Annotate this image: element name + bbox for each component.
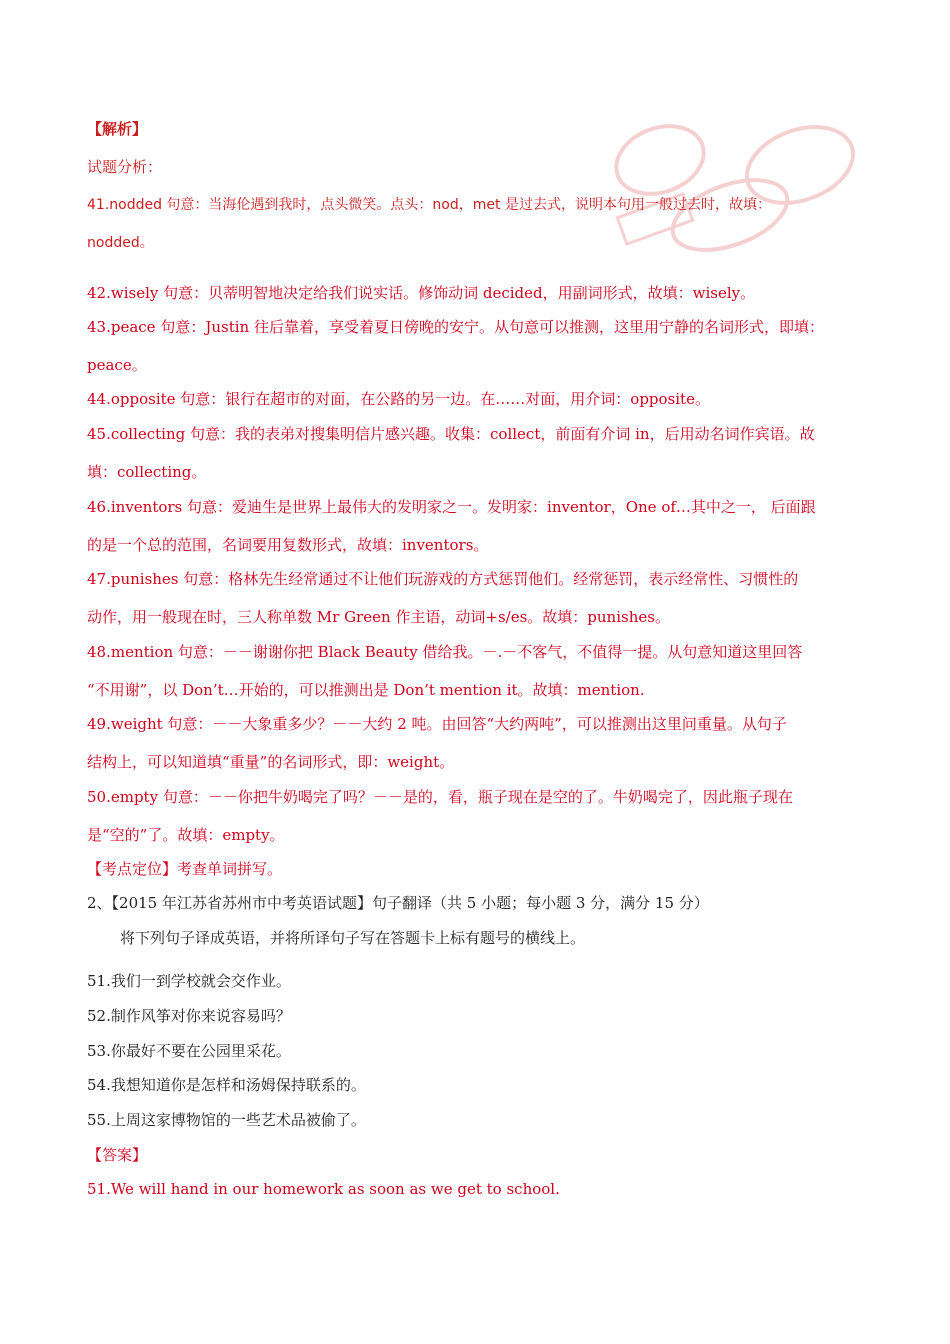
analysis-subheading: 试题分析： bbox=[87, 158, 163, 176]
question-53: 53.你最好不要在公园里采花。 bbox=[87, 1042, 291, 1060]
analysis-item-46-line2: 的是一个总的范围，名词要用复数形式，故填：inventors。 bbox=[87, 536, 489, 554]
analysis-item-45-line1: 45.collecting 句意：我的表弟对搜集明信片感兴趣。收集：collect，前面有介词 in，后用动名词作宾语。故 bbox=[87, 425, 815, 443]
analysis-item-43-line2: peace。 bbox=[87, 356, 147, 374]
analysis-item-50-line1: 50.empty 句意：－－你把牛奶喝完了吗？－－是的，看，瓶子现在是空的了。牛奶喝完了，因此瓶子现在 bbox=[87, 788, 793, 806]
analysis-label: 【解析】 bbox=[87, 120, 148, 138]
analysis-item-49-line1: 49.weight 句意：－－大象重多少？－－大约 2 吨。由回答“大约两吨”，可以推测出这里问重量。从句子 bbox=[87, 715, 787, 733]
analysis-item-45-line2: 填：collecting。 bbox=[87, 463, 207, 481]
analysis-item-47-line1: 47.punishes 句意：格林先生经常通过不让他们玩游戏的方式惩罚他们。经常惩罚，表示经常性、习惯性的 bbox=[87, 570, 799, 588]
analysis-item-49-line2: 结构上，可以知道填“重量”的名词形式，即：weight。 bbox=[87, 753, 455, 771]
analysis-item-43-line1: 43.peace 句意：Justin 往后靠着，享受着夏日傍晚的安宁。从句意可以推测，这里用宁静的名词形式，即填： bbox=[87, 318, 824, 336]
question-54: 54.我想知道你是怎样和汤姆保持联系的。 bbox=[87, 1076, 366, 1094]
analysis-item-44: 44.opposite 句意：银行在超市的对面，在公路的另一边。在……对面，用介词：opposite。 bbox=[87, 390, 710, 408]
analysis-item-48-line1: 48.mention 句意：－－谢谢你把 Black Beauty 借给我。－.－不客气，不值得一提。从句意知道这里回答 bbox=[87, 643, 803, 661]
question-55: 55.上周这家博物馆的一些艺术品被偷了。 bbox=[87, 1111, 366, 1129]
answer-51: 51.We will hand in our homework as soon as we get to school. bbox=[87, 1180, 560, 1198]
analysis-item-48-line2: “不用谢”，以 Don’t…开始的，可以推测出是 Don’t mention it。故填：mention. bbox=[87, 681, 645, 699]
question-52: 52.制作风筝对你来说容易吗？ bbox=[87, 1007, 291, 1025]
analysis-item-50-line2: 是“空的”了。故填：empty。 bbox=[87, 826, 285, 844]
question-instruction: 将下列句子译成英语，并将所译句子写在答题卡上标有题号的横线上。 bbox=[120, 929, 586, 947]
analysis-item-42: 42.wisely 句意：贝蒂明智地决定给我们说实话。修饰动词 decided，用副词形式，故填：wisely。 bbox=[87, 284, 756, 302]
question-51: 51.我们一到学校就会交作业。 bbox=[87, 972, 291, 990]
topic-location: 【考点定位】考查单词拼写。 bbox=[87, 860, 283, 878]
analysis-item-46-line1: 46.inventors 句意：爱迪生是世界上最伟大的发明家之一。发明家：inventor，One of…其中之一， 后面跟 bbox=[87, 498, 816, 516]
analysis-item-41-line1: 41.nodded 句意：当海伦遇到我时，点头微笑。点头：nod，met 是过去式，说明本句用一般过去时，故填： bbox=[87, 197, 771, 213]
analysis-item-47-line2: 动作，用一般现在时，三人称单数 Mr Green 作主语，动词+s/es。故填：punishes。 bbox=[87, 608, 670, 626]
question-header: 2、【2015 年江苏省苏州市中考英语试题】句子翻译（共 5 小题；每小题 3 分，满分 15 分） bbox=[87, 894, 709, 912]
analysis-item-41-line2: nodded。 bbox=[87, 235, 154, 251]
answer-label: 【答案】 bbox=[87, 1146, 148, 1164]
